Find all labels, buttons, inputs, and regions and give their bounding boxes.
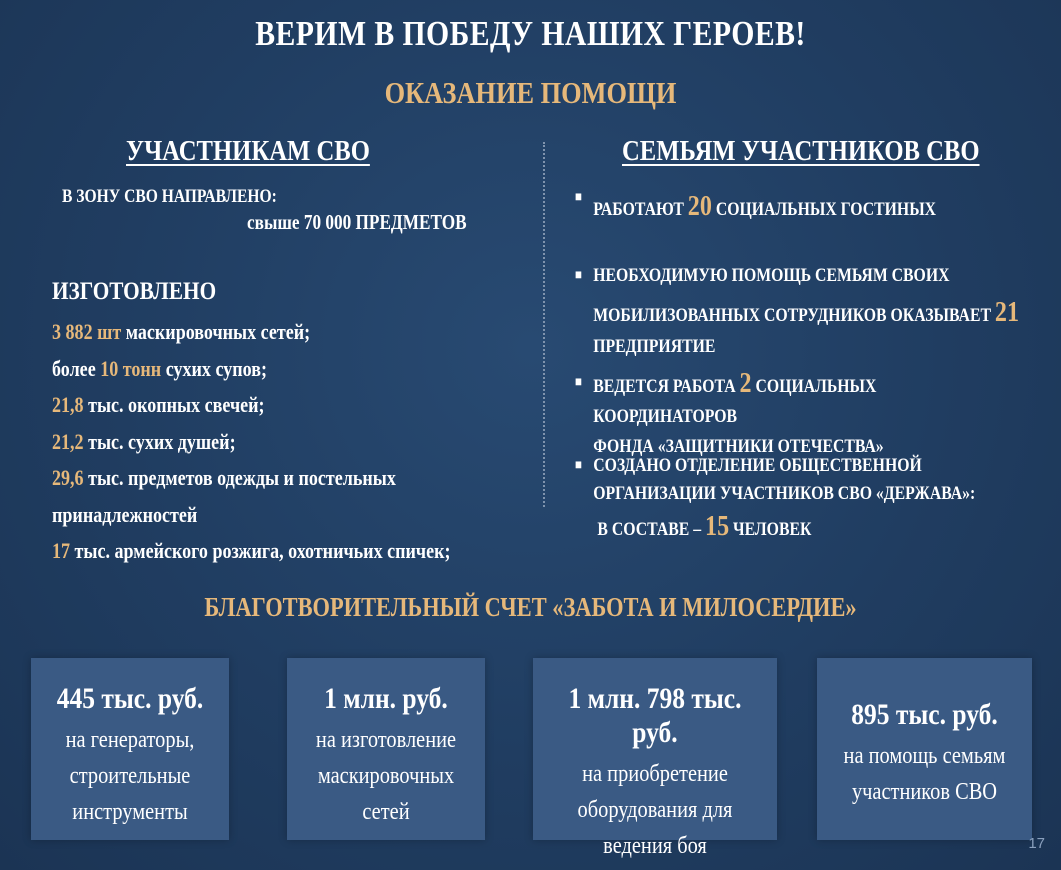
fund-card — [817, 658, 1032, 840]
made-item: 29,6 тыс. предметов одежды и постельных — [52, 465, 396, 490]
family-item-coordinators: ■ ВЕДЕТСЯ РАБОТА 2 СОЦИАЛЬНЫХ КООРДИНАТОРОВ ФОНДА «ЗАЩИТНИКИ ОТЕЧЕСТВА» — [575, 367, 884, 457]
charity-account-heading: БЛАГОТВОРИТЕЛЬНЫЙ СЧЕТ «ЗАБОТА И МИЛОСЕРДИЕ» — [204, 592, 857, 622]
fund-card-description: на генераторы, строительные инструменты — [65, 727, 195, 825]
page-number: 17 — [1028, 835, 1045, 852]
sent-line-1: В ЗОНУ СВО НАПРАВЛЕНО: — [62, 186, 277, 207]
square-bullet-icon: ■ — [575, 190, 583, 205]
slide-title: ВЕРИМ В ПОБЕДУ НАШИХ ГЕРОЕВ! — [255, 14, 806, 53]
fund-card-amount: 1 млн. 798 тыс. руб. — [568, 682, 742, 749]
square-bullet-icon: ■ — [575, 458, 583, 473]
made-item: более 10 тонн сухих супов; — [52, 355, 267, 381]
slide-subtitle: ОКАЗАНИЕ ПОМОЩИ — [384, 75, 677, 110]
made-item: 21,8 тыс. окопных свечей; — [52, 392, 265, 417]
fund-card-description: на помощь семьям участников СВО — [843, 743, 1006, 805]
square-bullet-icon: ■ — [575, 375, 583, 390]
fund-card-description: на изготовление маскировочных сетей — [315, 727, 457, 825]
made-list — [52, 314, 544, 570]
made-item: 3 882 шт маскировочных сетей; — [52, 319, 311, 344]
fund-card-description: на приобретение оборудования для ведения боя — [577, 761, 733, 859]
square-bullet-icon: ■ — [575, 268, 583, 283]
right-column-heading: СЕМЬЯМ УЧАСТНИКОВ СВО — [622, 135, 980, 167]
made-item: принадлежностей — [52, 501, 198, 527]
made-heading: ИЗГОТОВЛЕНО — [52, 278, 217, 305]
fund-card — [533, 658, 777, 859]
family-item-derzhava: ■ СОЗДАНО ОТДЕЛЕНИЕ ОБЩЕСТВЕННОЙ ОРГАНИЗАЦИИ УЧАСТНИКОВ СВО «ДЕРЖАВА»: В СОСТАВЕ – 15 ЧЕЛОВЕК — [575, 452, 975, 544]
family-item-lounges: ■ РАБОТАЮТ 20 СОЦИАЛЬНЫХ ГОСТИНЫХ — [575, 190, 937, 222]
fund-card-amount: 1 млн. руб. — [324, 682, 448, 715]
made-item: 17 тыс. армейского розжига, охотничьих спичек; — [52, 538, 451, 563]
fund-card — [31, 658, 229, 840]
fund-card-amount: 445 тыс. руб. — [56, 682, 204, 715]
family-item-enterprise: ■ НЕОБХОДИМУЮ ПОМОЩЬ СЕМЬЯМ СВОИХ МОБИЛИЗОВАННЫХ СОТРУДНИКОВ ОКАЗЫВАЕТ 21 ПРЕДПРИЯТИЕ — [575, 258, 1019, 360]
left-column-heading: УЧАСТНИКАМ СВО — [126, 135, 370, 167]
made-item: 21,2 тыс. сухих душей; — [52, 428, 236, 454]
fund-card — [287, 658, 485, 840]
fund-card-amount: 895 тыс. руб. — [851, 698, 998, 731]
sent-line-2: свыше 70 000 ПРЕДМЕТОВ — [247, 210, 467, 234]
